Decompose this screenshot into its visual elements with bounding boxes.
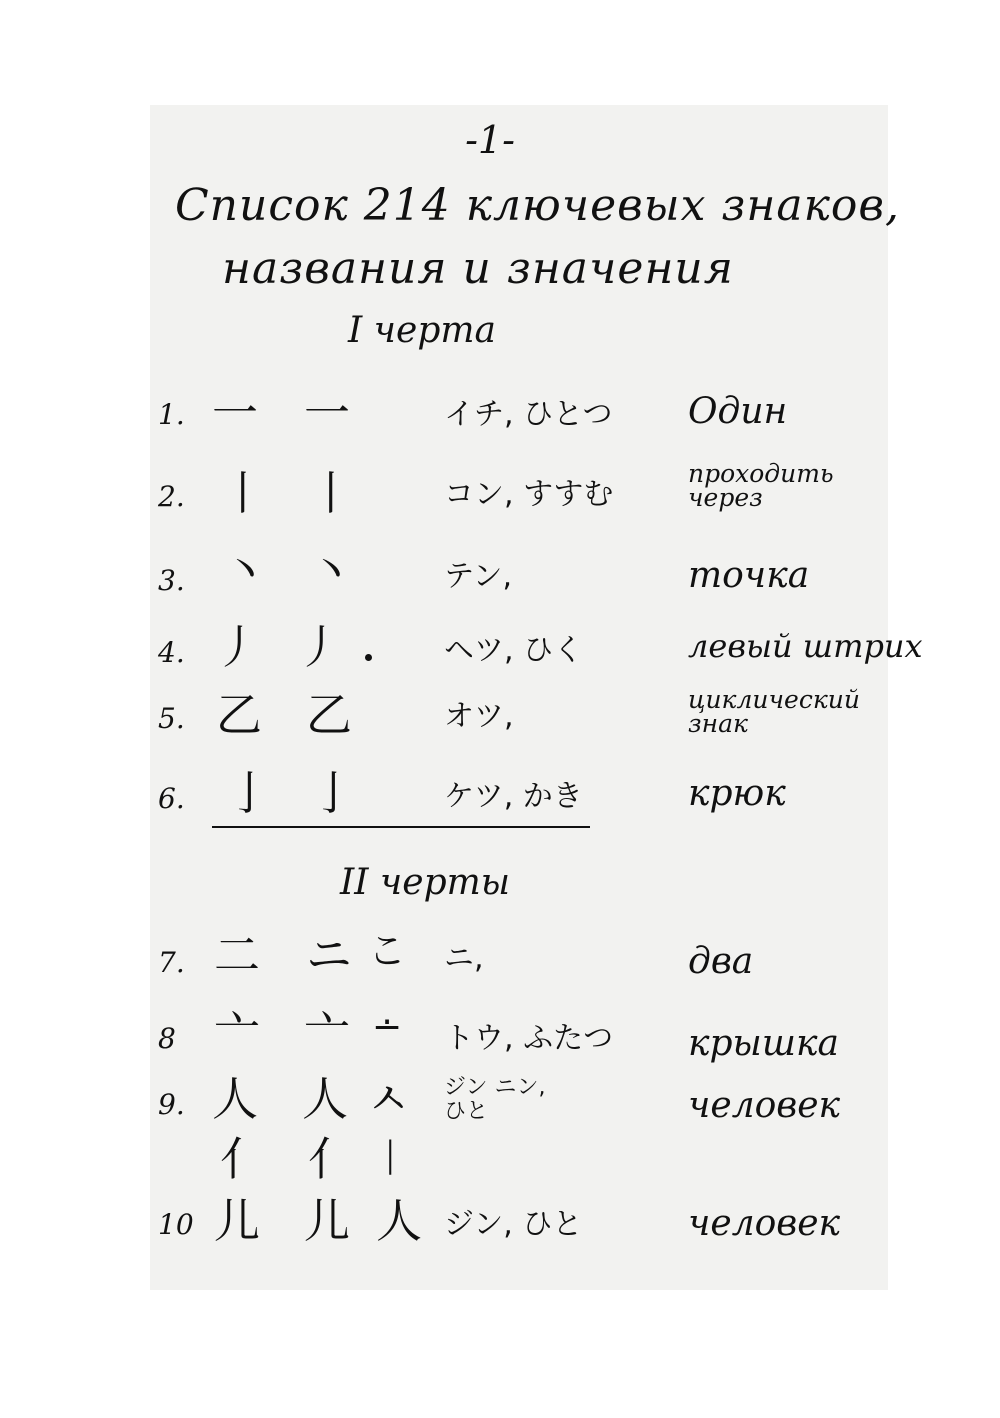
page-number: -1- xyxy=(465,118,515,162)
radical-form: 丨 xyxy=(220,466,266,520)
page-title-line-2: названия и значения xyxy=(222,243,734,294)
radical-form: 丶 xyxy=(222,544,268,598)
radical-form: 丶 xyxy=(308,544,354,598)
radical-reading: テン, xyxy=(444,559,513,594)
radical-number: 9. xyxy=(158,1088,185,1121)
radical-form: 人 xyxy=(212,1072,258,1126)
radical-form: ∸ xyxy=(372,1007,403,1048)
radical-number: 3. xyxy=(158,564,185,597)
radical-meaning: Один xyxy=(688,391,788,432)
radical-number: 6. xyxy=(158,782,185,815)
radical-form: ㅅ xyxy=(366,1072,411,1126)
radical-form: 亻 xyxy=(220,1132,266,1186)
radical-number: 5. xyxy=(158,702,185,735)
radical-form: 一 xyxy=(212,386,258,440)
radical-meaning: крюк xyxy=(688,773,786,814)
radical-meaning: циклический знак xyxy=(688,685,860,738)
radical-reading: ヘツ, ひく xyxy=(444,633,584,668)
radical-row xyxy=(0,685,1000,752)
radical-reading: ニ, xyxy=(444,941,484,976)
radical-row xyxy=(0,544,1000,616)
radical-form: 二 xyxy=(214,928,260,982)
radical-form: 亅 xyxy=(310,766,356,820)
radical-meaning: проходить через xyxy=(688,459,834,512)
page-title-line-1: Список 214 ключевых знаков, xyxy=(175,180,900,231)
radical-row xyxy=(0,1072,1000,1136)
radical-reading: イチ, ひとつ xyxy=(444,397,613,432)
radical-form: 一 xyxy=(304,386,350,440)
section-heading-one-stroke: I черта xyxy=(348,310,497,351)
radical-reading: ケツ, かき xyxy=(444,779,583,814)
radical-meaning: два xyxy=(688,941,754,982)
radical-row-variants xyxy=(0,1132,1000,1196)
ink-dot xyxy=(365,654,372,661)
radical-form: 儿 xyxy=(304,1194,350,1248)
radical-meaning: человек xyxy=(688,1085,841,1126)
radical-reading: ジン, ひと xyxy=(444,1207,583,1242)
radical-form: 丿 xyxy=(214,620,260,674)
radical-form: 亅 xyxy=(226,766,272,820)
radical-reading: ジン ニン, ひと xyxy=(444,1075,546,1125)
radical-row xyxy=(0,386,1000,452)
radical-number: 7. xyxy=(158,946,185,979)
radical-form: 乙 xyxy=(216,688,262,742)
radical-meaning: крышка xyxy=(688,1023,839,1064)
radical-meaning: точка xyxy=(688,555,810,596)
radical-row xyxy=(0,766,1000,830)
radical-number: 10 xyxy=(158,1208,194,1241)
radical-form: 人 xyxy=(302,1072,348,1126)
radical-number: 4. xyxy=(158,636,185,669)
radical-form: こ xyxy=(368,929,407,973)
radical-form: 人 xyxy=(376,1194,422,1248)
radical-number: 8 xyxy=(158,1022,176,1055)
radical-reading: トウ, ふたつ xyxy=(444,1021,614,1056)
radical-form: 亠 xyxy=(214,1006,260,1060)
radical-reading: コン, すすむ xyxy=(444,477,614,512)
radical-number: 2. xyxy=(158,480,185,513)
radical-form: 丿 xyxy=(296,620,342,674)
section-divider xyxy=(212,826,590,828)
section-heading-two-strokes: II черты xyxy=(340,862,511,903)
radical-row xyxy=(0,620,1000,684)
radical-row xyxy=(0,1194,1000,1258)
radical-form: 亠 xyxy=(304,1006,350,1060)
radical-form: 儿 xyxy=(214,1194,260,1248)
radical-row xyxy=(0,1006,1000,1070)
radical-number: 1. xyxy=(158,398,185,431)
radical-meaning: человек xyxy=(688,1203,841,1244)
radical-form: 乙 xyxy=(306,688,352,742)
radical-form: l xyxy=(384,1132,397,1186)
radical-reading: オツ, xyxy=(444,699,514,734)
radical-row xyxy=(0,928,1000,992)
radical-form: 丨 xyxy=(308,466,354,520)
radical-meaning: левый штрих xyxy=(688,627,923,665)
radical-form: ニ xyxy=(306,928,352,982)
radical-form: 亻 xyxy=(308,1132,354,1186)
radical-row xyxy=(0,459,1000,530)
